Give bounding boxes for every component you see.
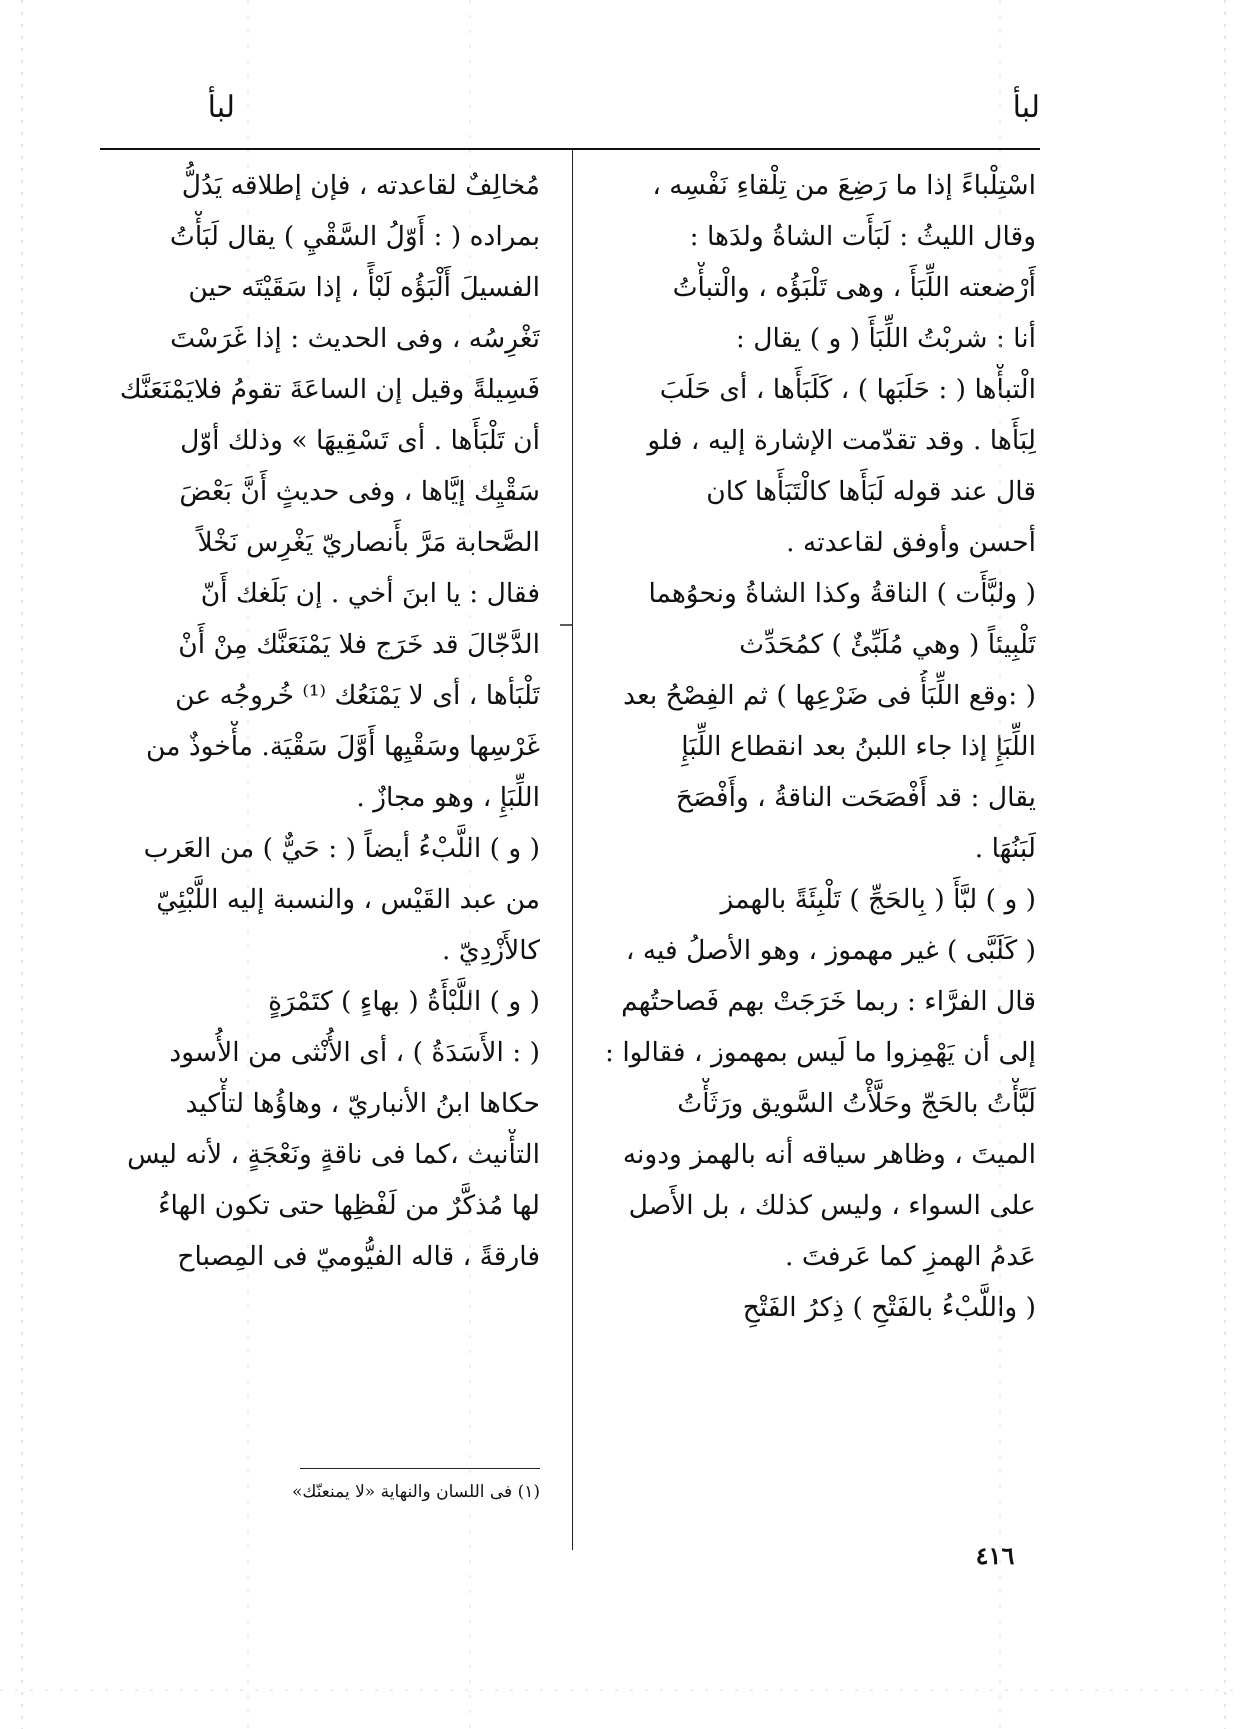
text-line: لَبَنُهَا . bbox=[974, 833, 1036, 864]
text-line: كالأَزْدِيّ . bbox=[442, 935, 540, 966]
text-line: الْتبأْها ( : حَلَبَها ) ، كَلَبَأَها ، أى حَلَبَ bbox=[659, 374, 1036, 405]
text-line: ( واللَّبْءُ بالفَتْحِ ) ذِكرُ الفَتْحِ bbox=[742, 1292, 1036, 1323]
text-line: الميتَ ، وظاهر سياقه أنه بالهمز ودونه bbox=[622, 1139, 1036, 1170]
text-line: لها مُذكَّرٌ من لَفْظِها حتى تكون الهاءُ bbox=[158, 1190, 540, 1221]
text-line: وقال الليثُ : لَبَأَت الشاةُ ولدَها : bbox=[689, 221, 1036, 252]
text-line: ( كَلَبَّى ) غير مهموز ، وهو الأصلُ فيه ، bbox=[625, 935, 1036, 966]
text-line: اسْتِلْباءً إذا ما رَضِعَ من تِلْقاءِ نَفْسِه ، bbox=[652, 170, 1036, 201]
footnote-rule bbox=[300, 1468, 540, 1469]
text-line: سَقْيِك إيَّاها ، وفى حديثٍ أَنَّ بَعْضَ bbox=[179, 476, 540, 507]
footnote: (١) فى اللسان والنهاية «لا يمنعنّك» bbox=[291, 1482, 540, 1502]
text-line: فَسِيلةً وقيل إن الساعَةَ تقومُ فلايَمْنَعَنَّك bbox=[119, 374, 540, 405]
text-line: لِبَأَها . وقد تقدّمت الإشارة إليه ، فلو bbox=[647, 425, 1036, 456]
text-line: الصَّحابة مَرَّ بأَنصاريّ يَغْرِس نَخْلاً bbox=[197, 527, 540, 558]
text-line: فقال : يا ابنَ أخي . إن بَلَغك أَنّ bbox=[200, 578, 540, 609]
text-line: تَغْرِسُه ، وفى الحديث : إذا غَرَسْتَ bbox=[170, 323, 540, 354]
text-line: يقال : قد أَفْصَحَت الناقةُ ، وأَفْصَحَ bbox=[675, 782, 1036, 813]
page-number: ٤١٦ bbox=[975, 1541, 1015, 1570]
text-line: أن تَلْبَأَها . أى تَسْقِيهَا » وذلك أوّل bbox=[180, 425, 540, 456]
text-line: إلى أن يَهْمِزوا ما لَيس بمهموز ، فقالوا : bbox=[604, 1037, 1036, 1068]
text-line: ( ولبَّأَت ) الناقةُ وكذا الشاةُ ونحوُهما bbox=[648, 578, 1036, 609]
text-line: الفسيلَ أَلْبَؤُه لَبْأً ، إذا سَقَيْتَه حين bbox=[188, 272, 540, 303]
text-line: على السواء ، وليس كذلك ، بل الأَصل bbox=[628, 1190, 1036, 1221]
text-line: بمراده ( : أَوّلُ السَّقْيِ ) يقال لَبَأْتُ bbox=[169, 221, 540, 252]
text-line: قال عند قوله لَبَأَها كالْتَبَأَها كان bbox=[706, 476, 1036, 507]
text-line: التأْنيث ،كما فى ناقةٍ ونَعْجَةٍ ، لأنه ليس bbox=[127, 1139, 540, 1170]
text-line: لَبَّأْتُ بالحَجّ وحَلَّأْتُ السَّويق ورَثَأْتُ bbox=[677, 1088, 1036, 1119]
text-line: تَلْبَأها ، أى لا يَمْنَعُك ⁽¹⁾ خُروجُه عن bbox=[175, 680, 540, 711]
text-line: اللِّبَإِ ، وهو مجازٌ . bbox=[356, 782, 540, 813]
left-column bbox=[100, 160, 540, 1282]
text-line: الدَّجّالَ قد خَرَج فلا يَمْنَعَنَّك مِنْ أَنْ bbox=[178, 629, 540, 660]
text-line: حكاها ابنُ الأنباريّ ، وهاؤُها لتأْكيد bbox=[185, 1088, 540, 1119]
running-head-right: لبأ bbox=[1012, 90, 1040, 125]
text-line: قال الفرَّاء : ربما خَرَجَتْ بهم فَصاحتُهم bbox=[621, 986, 1036, 1017]
text-line: من عبد القَيْس ، والنسبة إليه اللَّبْئِيّ bbox=[156, 884, 540, 915]
right-column bbox=[596, 160, 1036, 1333]
text-line: ( :وقع اللِّبَأُ فى ضَرْعِها ) ثم الفِصْحُ بعد bbox=[623, 680, 1036, 711]
text-line: اللِّبَإِ إذا جاء اللبنُ بعد انقطاع اللِّبَإِ bbox=[681, 731, 1036, 762]
header-rule bbox=[100, 148, 1040, 150]
text-line: ( و ) اللَّبْءُ أيضاً ( : حَيٌّ ) من العَرب bbox=[143, 833, 540, 864]
text-line: أحسن وأوفق لقاعدته . bbox=[786, 527, 1036, 558]
running-head-left: لبأ bbox=[207, 90, 235, 125]
text-line: ( : الأَسَدَةُ ) ، أى الأُنْثى من الأُسود bbox=[169, 1037, 540, 1068]
text-line: فارقةً ، قاله الفيُّوميّ فى المِصباح bbox=[177, 1241, 540, 1272]
text-line: مُخالِفٌ لقاعدته ، فإن إطلاقه يَدُلُّ bbox=[181, 170, 540, 201]
text-line: عَدمُ الهمزِ كما عَرفتَ . bbox=[785, 1241, 1036, 1272]
text-line: ( و ) اللَّبْأَةُ ( بهاءٍ ) كتَمْرَةٍ bbox=[268, 986, 540, 1017]
text-line: تَلْبِيئاً ( وهي مُلَبِّئٌ ) كمُحَدِّث bbox=[739, 629, 1036, 660]
text-line: أَرْضعته اللِّبَأَ ، وهى تَلْبَؤُه ، والْتبأْتُ bbox=[672, 272, 1036, 303]
text-line: أنا : شربْتُ اللِّبَأَ ( و ) يقال : bbox=[735, 323, 1036, 354]
column-divider bbox=[572, 150, 573, 1550]
text-line: ( و ) لبَّأَ ( بِالحَجِّ ) تَلْبِئَةً بالهمز bbox=[720, 884, 1036, 915]
text-line: غَرْسِها وسَقْيِها أَوَّلَ سَقْيَة. مأْخوذٌ من bbox=[146, 731, 540, 762]
